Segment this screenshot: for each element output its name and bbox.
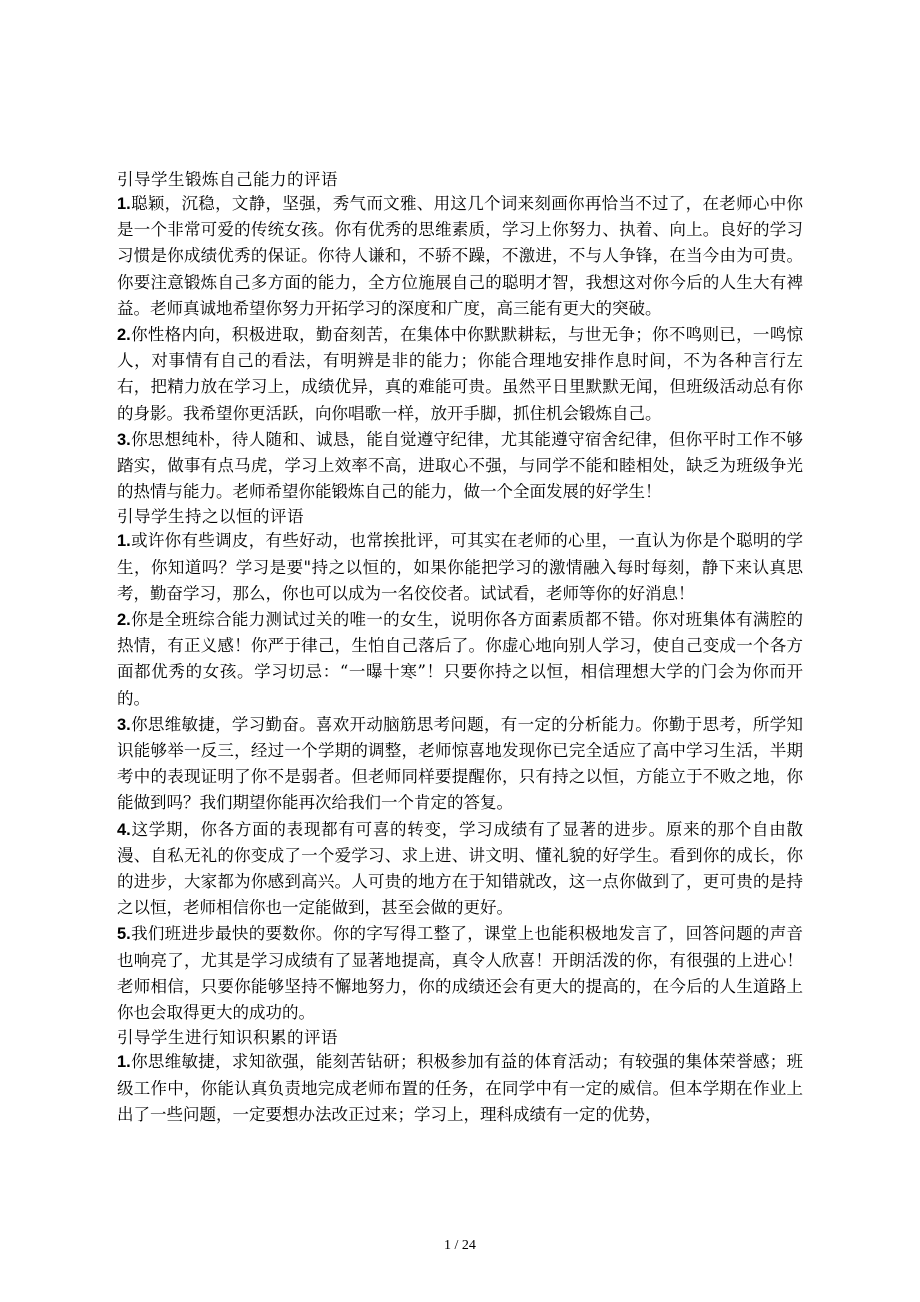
- comment-paragraph: 1.聪颖，沉稳，文静，坚强，秀气而文雅、用这几个词来刻画你再恰当不过了，在老师心中你是一个非常可爱的传统女孩。你有优秀的思维素质，学习上你努力、执着、向上。良好的学习习惯是你成绩优秀的保证。你待人谦和，不骄不躁，不激进，不与人争锋，在当今由为可贵。你要注意锻炼自己多方面的能力，全方位施展自己的聪明才智，我想这对你今后的人生大有裨益。老师真诚地希望你努力开拓学习的深度和广度，高三能有更大的突破。: [117, 194, 803, 318]
- comment-paragraph: 5.我们班进步最快的要数你。你的字写得工整了，课堂上也能积极地发言了，回答问题的声音也响亮了，尤其是学习成绩有了显著地提高，真令人欣喜！开朗活泼的你，有很强的上进心！老师相信，只要你能够坚持不懈地努力，你的成绩还会有更大的提高的，在今后的人生道路上你也会取得更大的成功的。: [117, 924, 803, 1023]
- section-title-perseverance: 引导学生持之以恒的评语: [117, 507, 304, 527]
- page-number: 1 / 24: [444, 1238, 476, 1253]
- document-body: [117, 168, 803, 1128]
- section-title-ability: 引导学生锻炼自己能力的评语: [117, 170, 338, 189]
- comment-paragraph: 3.你思想纯朴，待人随和、诚恳，能自觉遵守纪律，尤其能遵守宿舍纪律，但你平时工作不够踏实，做事有点马虎，学习上效率不高，进取心不强，与同学不能和睦相处，缺乏为班级争光的热情与能力。老师希望你能锻炼自己的能力，做一个全面发展的好学生！: [117, 429, 803, 502]
- comment-paragraph: 1.或许你有些调皮，有些好动，也常挨批评，可其实在老师的心里，一直认为你是个聪明的学生，你知道吗？学习是要"持之以恒的，如果你能把学习的激情融入每时每刻，静下来认真思考，勤奋学习，那么，你也可以成为一名佼佼者。试试看，老师等你的好消息！: [117, 531, 803, 603]
- comment-paragraph: 1.你思维敏捷，求知欲强，能刻苦钻研；积极参加有益的体育活动；有较强的集体荣誉感；班级工作中，你能认真负责地完成老师布置的任务，在同学中有一定的威信。但本学期在作业上出了一些问题，一定要想办法改正过来；学习上，理科成绩有一定的优势，: [117, 1052, 803, 1124]
- comment-paragraph: 2.你性格内向，积极进取，勤奋刻苦，在集体中你默默耕耘，与世无争；你不鸣则已，一鸣惊人，对事情有自己的看法，有明辨是非的能力；你能合理地安排作息时间，不为各种言行左右，把精力放在学习上，成绩优异，真的难能可贵。虽然平日里默默无闻，但班级活动总有你的身影。我希望你更活跃，向你唱歌一样，放开手脚，抓住机会锻炼自己。: [117, 325, 803, 423]
- comment-paragraph: 4.这学期，你各方面的表现都有可喜的转变，学习成绩有了显著的进步。原来的那个自由散漫、自私无礼的你变成了一个爱学习、求上进、讲文明、懂礼貌的好学生。看到你的成长，你的进步，大家都为你感到高兴。人可贵的地方在于知错就改，这一点你做到了，更可贵的是持之以恒，老师相信你也一定能做到，甚至会做的更好。: [117, 819, 803, 918]
- comment-paragraph: 3.你思维敏捷，学习勤奋。喜欢开动脑筋思考问题，有一定的分析能力。你勤于思考，所学知识能够举一反三，经过一个学期的调整，老师惊喜地发现你已完全适应了高中学习生活，半期考中的表现证明了你不是弱者。但老师同样要提醒你，只有持之以恒，方能立于不败之地，你能做到吗？我们期望你能再次给我们一个肯定的答复。: [117, 714, 803, 813]
- section-title-knowledge: 引导学生进行知识积累的评语: [117, 1028, 338, 1048]
- comment-paragraph: 2.你是全班综合能力测试过关的唯一的女生，说明你各方面素质都不错。你对班集体有满腔的热情，有正义感！你严于律己，生怕自己落后了。你虚心地向别人学习，使自己变成一个各方面都优秀的女孩。学习切忌：“一曝十寒”！只要你持之以恒，相信理想大学的门会为你而开的。: [117, 610, 803, 708]
